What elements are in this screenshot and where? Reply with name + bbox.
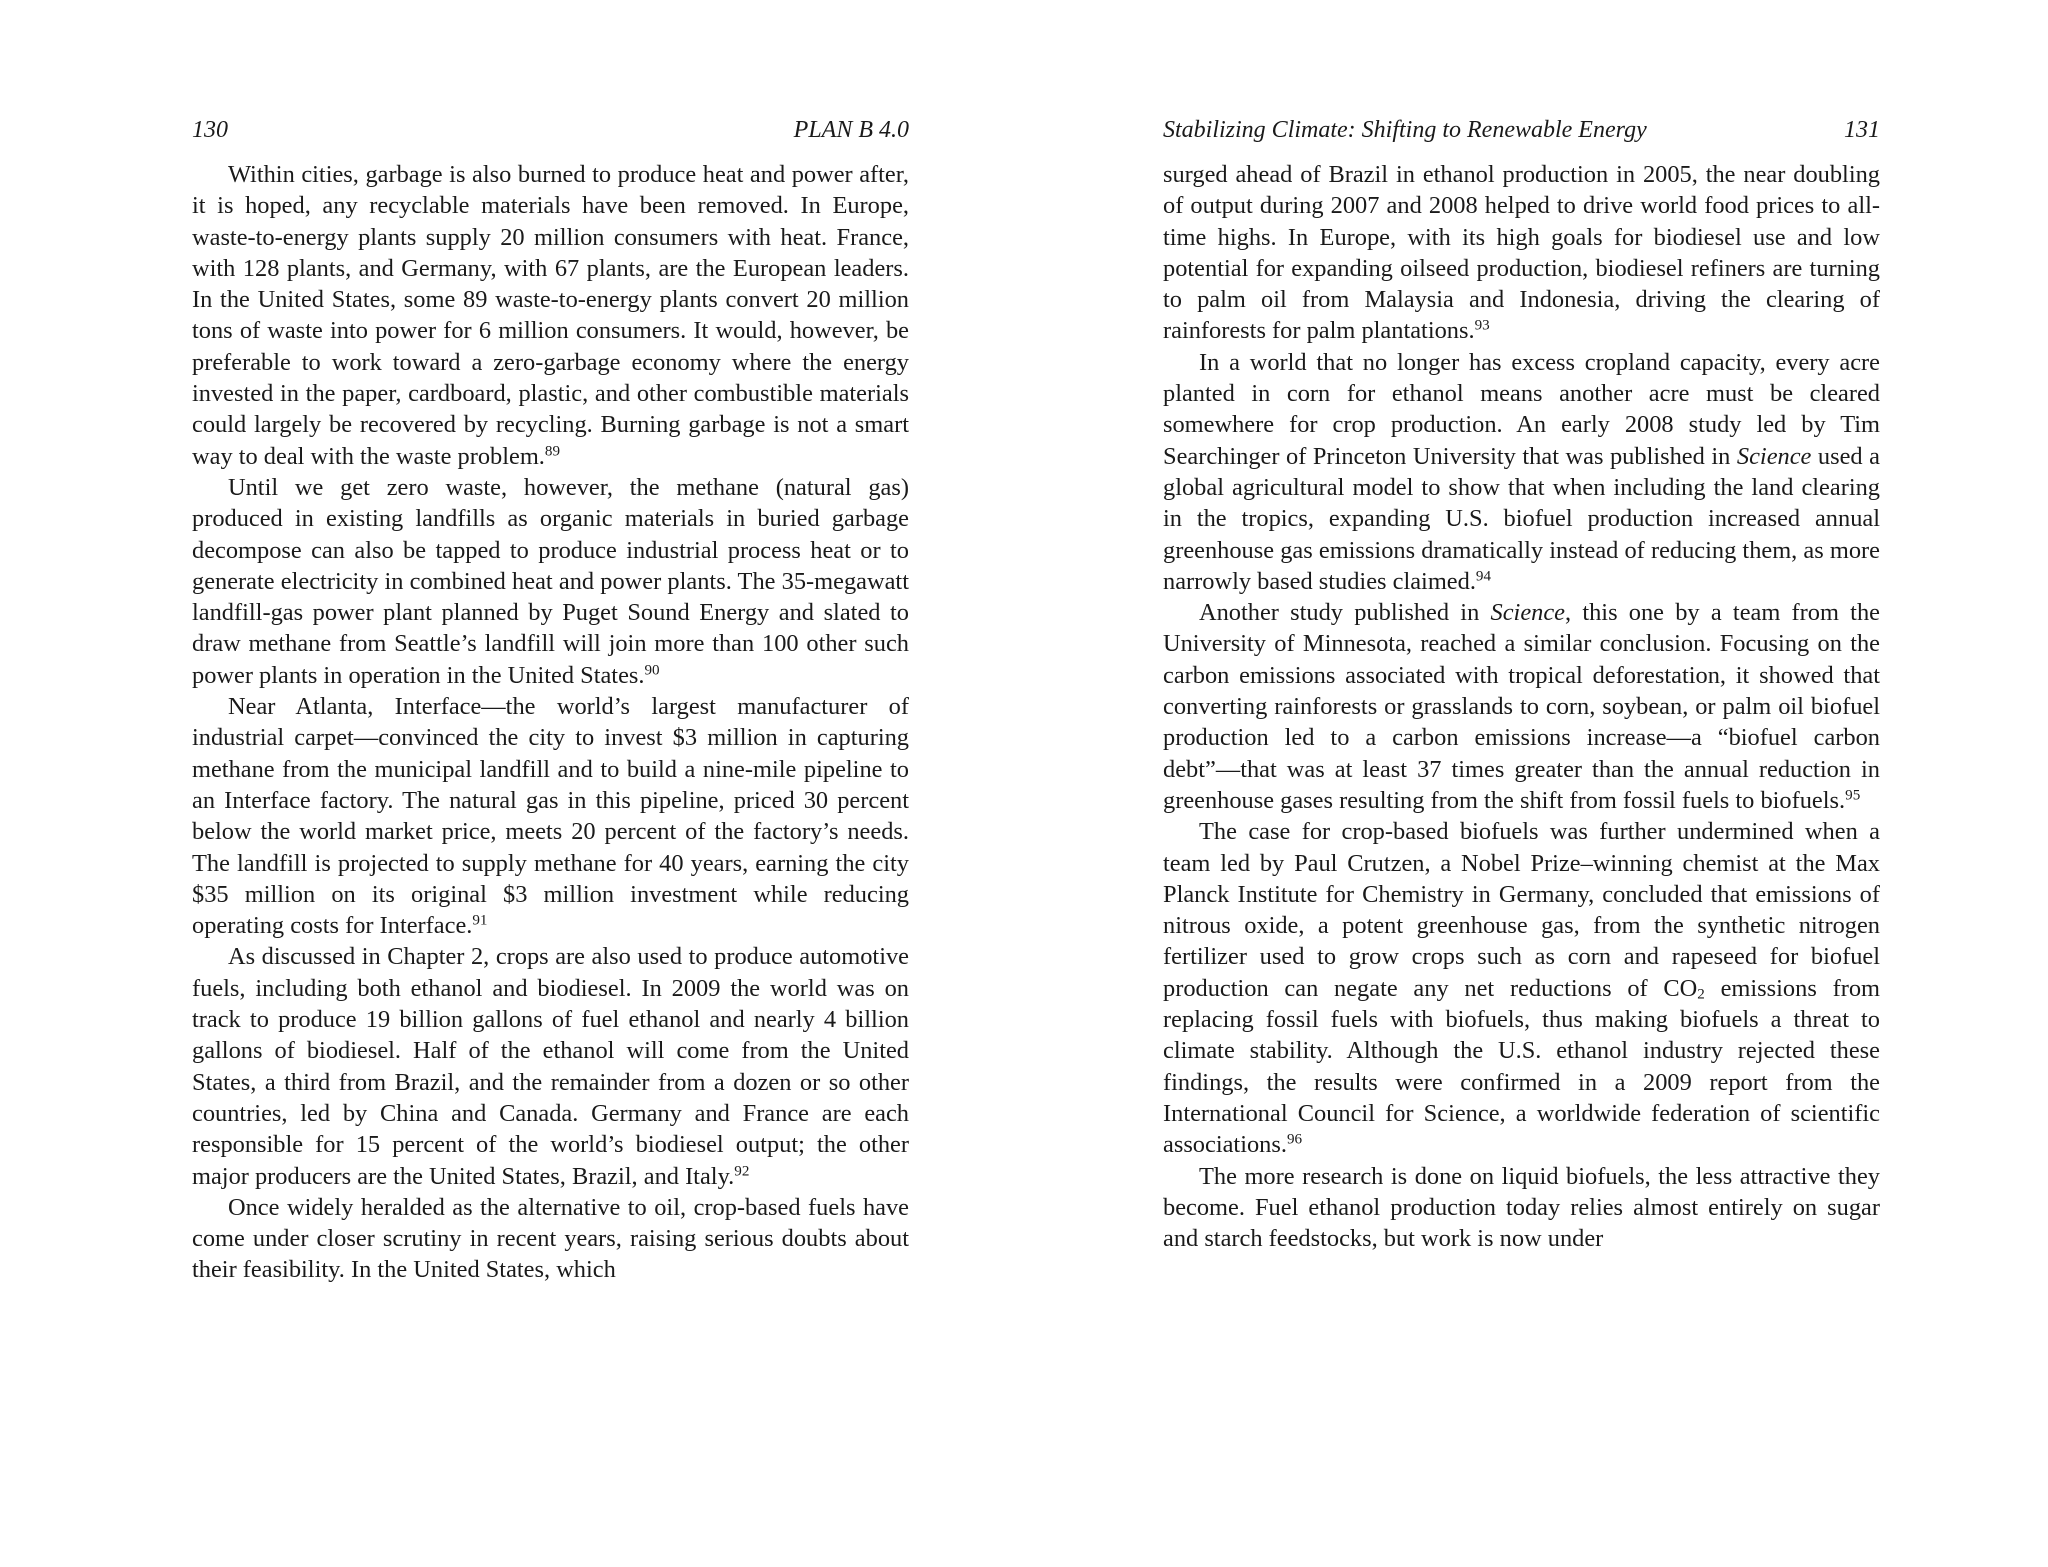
paragraph: The more research is done on liquid biofuels, the less attractive they become. Fuel ethanol production today relies almost entirely on sugar and starch feedstocks, but work is now under xyxy=(1163,1162,1880,1253)
chemical-subscript: 2 xyxy=(1697,985,1705,1002)
footnote-marker: 91 xyxy=(472,912,488,929)
paragraph: Once widely heralded as the alternative to oil, crop-based fuels have come under closer scrutiny in recent years, raising serious doubts about their feasibility. In the United States, which xyxy=(192,1193,909,1284)
footnote-marker: 92 xyxy=(734,1163,750,1180)
page-number: 131 xyxy=(1844,117,1880,143)
paragraph: Another study published in Science, this one by a team from the University of Minnesota, reached a similar conclusion. Focusing on the carbon emissions associated with tropical deforestation, it showed that converting rainforests or grasslands to corn, soybean, or palm oil biofuel production led to a carbon emissions increase—a “biofuel carbon debt”—that was at least 37 times greater than the annual reduction in greenhouse gases resulting from the shift from fossil fuels to biofuels.$^{95}$ xyxy=(1163,599,1880,814)
footnote-marker: 94 xyxy=(1475,568,1492,585)
journal-title: Science xyxy=(1736,442,1812,470)
left-running-head xyxy=(192,110,909,150)
left-page-body xyxy=(192,159,909,1286)
paragraph: The case for crop-based biofuels was further undermined when a team led by Paul Crutzen, a Nobel Prize–winning chemist at the Max Planck Institute for Chemistry in Germany, concluded that emissions of nitrous oxide, a potent greenhouse gas, from the synthetic nitrogen fertilizer used to grow crops such as corn and rapeseed for biofuel production can negate any net reductions of $CO_2$ emissions from replacing fossil fuels with biofuels, thus making biofuels a threat to climate stability. Although the U.S. ethanol industry rejected these findings, the results were confirmed in a 2009 report from the International Council for Science, a worldwide federation of scientific associations.$^{96}$ xyxy=(1163,818,1880,1159)
paragraph: Until we get zero waste, however, the methane (natural gas) produced in existing landfills as organic materials in buried garbage decompose can also be tapped to produce industrial process heat or to generate electricity in combined heat and power plants. The 35-megawatt landfill-gas power plant planned by Puget Sound Energy and slated to draw methane from Seattle’s landfill will join more than 100 other such power plants in operation in the United States.$^{90}$ xyxy=(192,473,909,689)
right-running-head xyxy=(1163,110,1880,150)
footnote-marker: 93 xyxy=(1474,318,1490,335)
footnote-marker: 95 xyxy=(1845,787,1861,804)
right-page-body xyxy=(1163,159,1880,1254)
paragraph-continuation: surged ahead of Brazil in ethanol production in 2005, the near doubling of output during 2007 and 2008 helped to drive world food prices to all-time highs. In Europe, with its high goals for biodiesel use and low potential for expanding oilseed production, biodiesel refiners are turning to palm oil from Malaysia and Indonesia, driving the clearing of rainforests for palm plantations.$^{93}$ xyxy=(1163,161,1880,345)
page-number: 130 xyxy=(192,117,228,143)
footnote-marker: 89 xyxy=(544,443,560,460)
paragraph: Near Atlanta, Interface—the world’s largest manufacturer of industrial carpet—convinced the city to invest $3 million in capturing methane from the municipal landfill and to build a nine-mile pipeline to an Interface factory. The natural gas in this pipeline, priced 30 percent below the world market price, meets 20 percent of the factory’s needs. The landfill is projected to supply methane for 40 years, earning the city $35 million on its original $3 million investment while reducing operating costs for Interface.$^{91}$ xyxy=(192,693,909,940)
running-title: Stabilizing Climate: Shifting to Renewable Energy xyxy=(1163,117,1647,143)
footnote-marker: 96 xyxy=(1286,1131,1303,1148)
paragraph: As discussed in Chapter 2, crops are also used to produce automotive fuels, including both ethanol and biodiesel. In 2009 the world was on track to produce 19 billion gallons of fuel ethanol and nearly 4 billion gallons of biodiesel. Half of the ethanol will come from the United States, a third from Brazil, and the remainder from a dozen or so other countries, led by China and Canada. Germany and France are each responsible for 15 percent of the world’s biodiesel output; the other major producers are the United States, Brazil, and Italy.$^{92}$ xyxy=(192,943,909,1190)
paragraph: Within cities, garbage is also burned to produce heat and power after, it is hoped, any recyclable materials have been removed. In Europe, waste-to-energy plants supply 20 million consumers with heat. France, with 128 plants, and Germany, with 67 plants, are the European leaders. In the United States, some 89 waste-to-energy plants convert 20 million tons of waste into power for 6 million consumers. It would, however, be preferable to work toward a zero-garbage economy where the energy invested in the paper, cardboard, plastic, and other combustible materials could largely be recovered by recycling. Burning garbage is not a smart way to deal with the waste problem.$^{89}$ xyxy=(192,161,909,470)
paragraph: In a world that no longer has excess cropland capacity, every acre planted in corn for ethanol means another acre must be cleared somewhere for crop production. An early 2008 study led by Tim Searchinger of Princeton University that was published in Science used a global agricultural model to show that when including the land clearing in the tropics, expanding U.S. biofuel production increased annual greenhouse gas emissions dramatically instead of reducing them, as more narrowly based studies claimed.$^{94}$ xyxy=(1163,348,1880,595)
footnote-marker: 90 xyxy=(644,662,660,679)
journal-title: Science xyxy=(1490,599,1565,627)
running-title: PLAN B 4.0 xyxy=(793,117,909,143)
